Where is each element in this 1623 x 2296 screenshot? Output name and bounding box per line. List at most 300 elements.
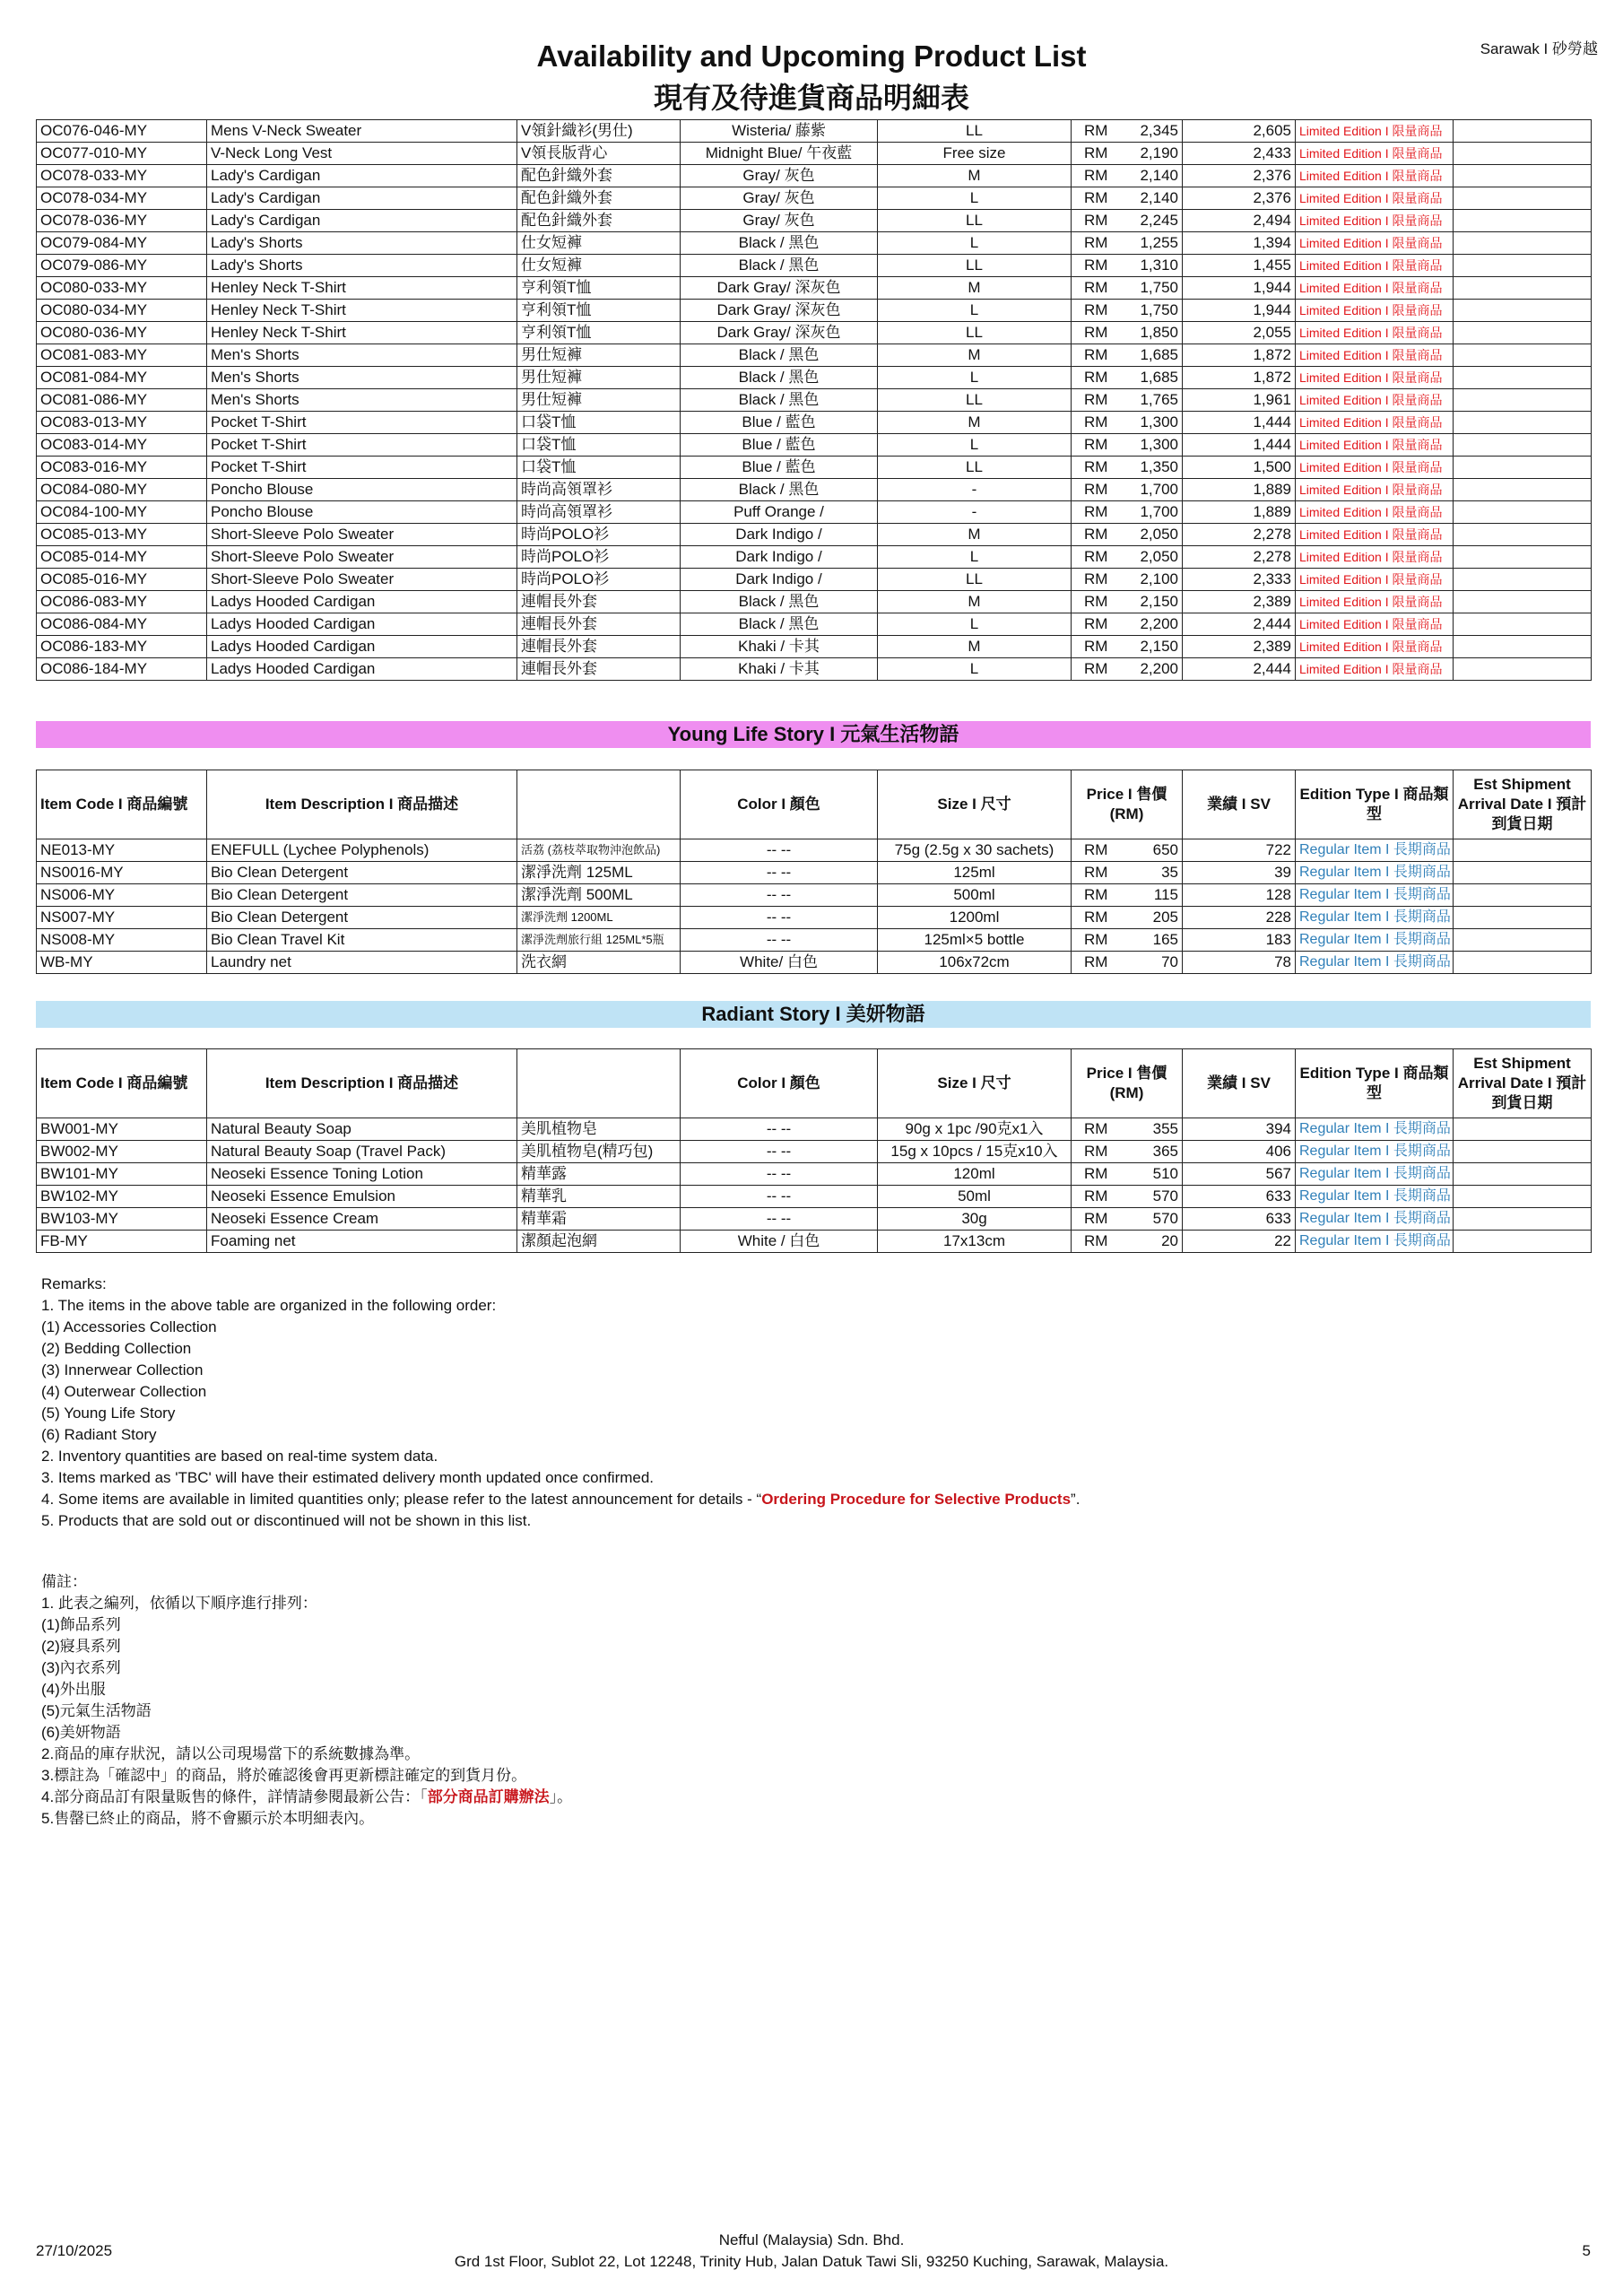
table-cell: Men's Shorts xyxy=(207,389,517,412)
table-cell xyxy=(1454,501,1592,524)
company-name: Nefful (Malaysia) Sdn. Bhd. xyxy=(718,2231,905,2248)
table-cell: RM xyxy=(1072,1141,1127,1163)
remark-line: 2. Inventory quantities are based on real-time system data. xyxy=(41,1448,438,1465)
table-cell: NS008-MY xyxy=(37,929,207,952)
table-cell: LL xyxy=(878,457,1072,479)
table-cell: 配色針織外套 xyxy=(517,165,681,187)
table-cell: RM xyxy=(1072,479,1127,501)
remark-line: Remarks: xyxy=(41,1275,107,1292)
table-cell: Limited Edition I 限量商品 xyxy=(1296,658,1454,681)
table-cell: Gray/ 灰色 xyxy=(681,187,878,210)
table-cell: 633 xyxy=(1183,1186,1296,1208)
table-cell: Limited Edition I 限量商品 xyxy=(1296,187,1454,210)
table-cell: Regular Item I 長期商品 xyxy=(1296,952,1454,974)
company-address: Grd 1st Floor, Sublot 22, Lot 12248, Trinity Hub, Jalan Datuk Tawi Sli, 93250 Kuching, Sarawak, Malaysia. xyxy=(454,2253,1169,2270)
table-row xyxy=(37,1118,1592,1141)
table-cell: OC083-013-MY xyxy=(37,412,207,434)
table-cell: M xyxy=(878,524,1072,546)
table-row xyxy=(37,862,1592,884)
table-cell: Short-Sleeve Polo Sweater xyxy=(207,546,517,569)
remark-line: (5)元氣生活物語 xyxy=(41,1702,152,1719)
table-cell: Bio Clean Detergent xyxy=(207,884,517,907)
table-cell xyxy=(1454,187,1592,210)
table-cell: 2,150 xyxy=(1127,591,1183,613)
col-header-desc: Item Description I 商品描述 xyxy=(207,1049,517,1118)
table-cell: Black / 黑色 xyxy=(681,591,878,613)
table-cell: RM xyxy=(1072,1186,1127,1208)
footer-company xyxy=(0,2230,1623,2273)
remark-line: (2) Bedding Collection xyxy=(41,1340,192,1357)
table-cell: Black / 黑色 xyxy=(681,479,878,501)
table-cell xyxy=(1454,1186,1592,1208)
col-header-shipment: Est Shipment Arrival Date I 預計到貨日期 xyxy=(1454,770,1592,839)
table-cell xyxy=(1454,210,1592,232)
remark-line: (1)飾品系列 xyxy=(41,1616,121,1633)
table-cell: - xyxy=(878,479,1072,501)
table-cell: 亨利領T恤 xyxy=(517,277,681,300)
table-cell: LL xyxy=(878,322,1072,344)
col-header-desc-zh xyxy=(517,1049,681,1118)
table-cell: OC081-086-MY xyxy=(37,389,207,412)
table-cell: RM xyxy=(1072,434,1127,457)
table-cell: OC081-083-MY xyxy=(37,344,207,367)
ordering-procedure-link[interactable]: Ordering Procedure for Selective Products xyxy=(761,1491,1072,1508)
table-cell: 2,605 xyxy=(1183,120,1296,143)
table-row xyxy=(37,412,1592,434)
table-cell: M xyxy=(878,412,1072,434)
table-row xyxy=(37,322,1592,344)
table-row xyxy=(37,210,1592,232)
col-header-code: Item Code I 商品編號 xyxy=(37,770,207,839)
table-cell xyxy=(1454,884,1592,907)
table-cell: 亨利領T恤 xyxy=(517,322,681,344)
table-cell: Ladys Hooded Cardigan xyxy=(207,591,517,613)
table-cell: RM xyxy=(1072,165,1127,187)
table-cell xyxy=(1454,1208,1592,1231)
col-header-color: Color I 顏色 xyxy=(681,770,878,839)
table-cell: RM xyxy=(1072,389,1127,412)
table-cell xyxy=(1454,1141,1592,1163)
table-cell: Regular Item I 長期商品 xyxy=(1296,907,1454,929)
table-cell: RM xyxy=(1072,344,1127,367)
table-cell: Regular Item I 長期商品 xyxy=(1296,1208,1454,1231)
table-row xyxy=(37,884,1592,907)
table-cell: 1,889 xyxy=(1183,501,1296,524)
table-cell: Black / 黑色 xyxy=(681,232,878,255)
table-cell: -- -- xyxy=(681,1186,878,1208)
table-row xyxy=(37,300,1592,322)
table-cell xyxy=(1454,367,1592,389)
col-header-size: Size I 尺寸 xyxy=(878,770,1072,839)
table-cell: Laundry net xyxy=(207,952,517,974)
table-cell xyxy=(1454,613,1592,636)
table-cell: M xyxy=(878,344,1072,367)
table-cell: LL xyxy=(878,255,1072,277)
table-cell: Short-Sleeve Polo Sweater xyxy=(207,524,517,546)
table-cell: -- -- xyxy=(681,1208,878,1231)
table-cell: FB-MY xyxy=(37,1231,207,1253)
table-cell: 2,345 xyxy=(1127,120,1183,143)
table-row xyxy=(37,367,1592,389)
table-cell: Ladys Hooded Cardigan xyxy=(207,613,517,636)
col-header-edition: Edition Type I 商品類型 xyxy=(1296,1049,1454,1118)
col-header-edition: Edition Type I 商品類型 xyxy=(1296,770,1454,839)
remark-line: (6) Radiant Story xyxy=(41,1426,157,1443)
table-cell: 70 xyxy=(1127,952,1183,974)
table-cell: 650 xyxy=(1127,839,1183,862)
table-cell: 1,961 xyxy=(1183,389,1296,412)
table-row xyxy=(37,120,1592,143)
table-cell: OC078-034-MY xyxy=(37,187,207,210)
table-cell: Limited Edition I 限量商品 xyxy=(1296,344,1454,367)
table-cell: 潔淨洗劑旅行組 125ML*5瓶 xyxy=(517,929,681,952)
table-cell: Regular Item I 長期商品 xyxy=(1296,1231,1454,1253)
table-row xyxy=(37,1186,1592,1208)
table-cell: 美肌植物皂 xyxy=(517,1118,681,1141)
table-cell: 精華露 xyxy=(517,1163,681,1186)
table-cell xyxy=(1454,344,1592,367)
table-row xyxy=(37,344,1592,367)
table-cell: 2,190 xyxy=(1127,143,1183,165)
table-cell: 633 xyxy=(1183,1208,1296,1231)
table-cell: RM xyxy=(1072,1118,1127,1141)
table-cell: Gray/ 灰色 xyxy=(681,210,878,232)
table-cell: Limited Edition I 限量商品 xyxy=(1296,120,1454,143)
table-cell: 1,750 xyxy=(1127,277,1183,300)
table-cell: BW002-MY xyxy=(37,1141,207,1163)
table-cell: Black / 黑色 xyxy=(681,389,878,412)
table-cell: 2,389 xyxy=(1183,636,1296,658)
table-cell: 2,150 xyxy=(1127,636,1183,658)
table-cell xyxy=(1454,143,1592,165)
table-cell: Men's Shorts xyxy=(207,344,517,367)
col-header-desc-zh xyxy=(517,770,681,839)
table-cell: 2,050 xyxy=(1127,546,1183,569)
table-cell: 75g (2.5g x 30 sachets) xyxy=(878,839,1072,862)
table-cell: L xyxy=(878,300,1072,322)
table-cell: LL xyxy=(878,569,1072,591)
table-cell: L xyxy=(878,232,1072,255)
table-cell: OC086-183-MY xyxy=(37,636,207,658)
table-cell: BW101-MY xyxy=(37,1163,207,1186)
table-cell: 亨利領T恤 xyxy=(517,300,681,322)
table-cell: Bio Clean Travel Kit xyxy=(207,929,517,952)
table-cell: 仕女短褲 xyxy=(517,232,681,255)
table-cell: Limited Edition I 限量商品 xyxy=(1296,232,1454,255)
table-cell: M xyxy=(878,165,1072,187)
table-cell: 570 xyxy=(1127,1208,1183,1231)
table-cell: V領針織衫(男仕) xyxy=(517,120,681,143)
table-row xyxy=(37,929,1592,952)
table-cell: Henley Neck T-Shirt xyxy=(207,322,517,344)
table-cell: 2,200 xyxy=(1127,613,1183,636)
table-cell: 1,872 xyxy=(1183,344,1296,367)
table-cell: 仕女短褲 xyxy=(517,255,681,277)
table-cell: Khaki / 卡其 xyxy=(681,658,878,681)
table-cell: -- -- xyxy=(681,862,878,884)
table-cell: 1,889 xyxy=(1183,479,1296,501)
table-cell: 2,200 xyxy=(1127,658,1183,681)
table-cell: L xyxy=(878,546,1072,569)
table-cell: RM xyxy=(1072,952,1127,974)
table-cell: 17x13cm xyxy=(878,1231,1072,1253)
table-cell: RM xyxy=(1072,367,1127,389)
table-cell: Henley Neck T-Shirt xyxy=(207,277,517,300)
table-cell: Neoseki Essence Emulsion xyxy=(207,1186,517,1208)
col-header-size: Size I 尺寸 xyxy=(878,1049,1072,1118)
remark-text: 4.部分商品訂有限量販售的條件，詳情請參閱最新公告：「 xyxy=(41,1788,428,1805)
table-cell: Dark Indigo / xyxy=(681,569,878,591)
table-cell: 2,050 xyxy=(1127,524,1183,546)
table-cell: RM xyxy=(1072,187,1127,210)
table-cell: BW001-MY xyxy=(37,1118,207,1141)
table-cell: Black / 黑色 xyxy=(681,367,878,389)
table-cell xyxy=(1454,1118,1592,1141)
table-cell: L xyxy=(878,613,1072,636)
table-cell: 2,140 xyxy=(1127,165,1183,187)
table-cell: OC080-036-MY xyxy=(37,322,207,344)
footer-date: 27/10/2025 xyxy=(36,2242,113,2259)
table-cell: Short-Sleeve Polo Sweater xyxy=(207,569,517,591)
table-cell: -- -- xyxy=(681,839,878,862)
table-cell: 406 xyxy=(1183,1141,1296,1163)
table-cell: OC086-083-MY xyxy=(37,591,207,613)
table-row xyxy=(37,232,1592,255)
table-cell: Regular Item I 長期商品 xyxy=(1296,884,1454,907)
table-cell: 1,685 xyxy=(1127,344,1183,367)
table-cell: Limited Edition I 限量商品 xyxy=(1296,546,1454,569)
table-cell: 時尚高領罩衫 xyxy=(517,501,681,524)
table-cell xyxy=(1454,300,1592,322)
table-cell: Limited Edition I 限量商品 xyxy=(1296,636,1454,658)
table-row xyxy=(37,1231,1592,1253)
table-cell: 1,255 xyxy=(1127,232,1183,255)
table-row xyxy=(37,952,1592,974)
table-cell xyxy=(1454,434,1592,457)
table-cell: Ladys Hooded Cardigan xyxy=(207,636,517,658)
table-cell: 1200ml xyxy=(878,907,1072,929)
page-title-en: Availability and Upcoming Product List xyxy=(536,39,1087,73)
table-cell: Dark Gray/ 深灰色 xyxy=(681,300,878,322)
table-row xyxy=(37,501,1592,524)
table-cell: RM xyxy=(1072,524,1127,546)
table-cell: 125ml xyxy=(878,862,1072,884)
table-cell: OC083-014-MY xyxy=(37,434,207,457)
table-cell: -- -- xyxy=(681,1118,878,1141)
table-cell: Khaki / 卡其 xyxy=(681,636,878,658)
table-cell: V領長版背心 xyxy=(517,143,681,165)
table-cell: 潔淨洗劑 500ML xyxy=(517,884,681,907)
remark-line: 1. 此表之編列，依循以下順序進行排列： xyxy=(41,1595,317,1612)
table-cell: 2,376 xyxy=(1183,187,1296,210)
table-cell: Pocket T-Shirt xyxy=(207,457,517,479)
table-cell: Free size xyxy=(878,143,1072,165)
table-cell: 連帽長外套 xyxy=(517,591,681,613)
table-cell: 722 xyxy=(1183,839,1296,862)
table-cell: RM xyxy=(1072,501,1127,524)
col-header-price: Price I 售價 (RM) xyxy=(1072,770,1183,839)
remark-line: (3) Innerwear Collection xyxy=(41,1361,204,1378)
remark-line: 備註： xyxy=(41,1573,87,1590)
table-cell: RM xyxy=(1072,1163,1127,1186)
table-row xyxy=(37,389,1592,412)
table-cell: RM xyxy=(1072,255,1127,277)
table-row xyxy=(37,636,1592,658)
table-cell: Lady's Cardigan xyxy=(207,187,517,210)
table-cell: 2,444 xyxy=(1183,613,1296,636)
table-cell: RM xyxy=(1072,143,1127,165)
col-header-price: Price I 售價 (RM) xyxy=(1072,1049,1183,1118)
table-cell: 1,944 xyxy=(1183,300,1296,322)
table-cell xyxy=(1454,232,1592,255)
table-cell: Midnight Blue/ 午夜藍 xyxy=(681,143,878,165)
table-row xyxy=(37,1208,1592,1231)
table-cell: Regular Item I 長期商品 xyxy=(1296,1141,1454,1163)
col-header-shipment: Est Shipment Arrival Date I 預計到貨日期 xyxy=(1454,1049,1592,1118)
table-cell: 時尚POLO衫 xyxy=(517,546,681,569)
table-cell xyxy=(1454,929,1592,952)
remark-line: (4) Outerwear Collection xyxy=(41,1383,207,1400)
table-cell: 128 xyxy=(1183,884,1296,907)
table-cell: RM xyxy=(1072,412,1127,434)
table-cell: OC079-086-MY xyxy=(37,255,207,277)
table-cell xyxy=(1454,569,1592,591)
table-cell: Regular Item I 長期商品 xyxy=(1296,1186,1454,1208)
remark-line: (4)外出服 xyxy=(41,1681,106,1698)
table-cell: OC079-084-MY xyxy=(37,232,207,255)
table-cell xyxy=(1454,839,1592,862)
table-row xyxy=(37,591,1592,613)
table-cell: Blue / 藍色 xyxy=(681,412,878,434)
remark-line: 1. The items in the above table are organized in the following order: xyxy=(41,1297,497,1314)
table-cell: RM xyxy=(1072,277,1127,300)
table-row xyxy=(37,613,1592,636)
table-cell: 2,494 xyxy=(1183,210,1296,232)
table-cell: Blue / 藍色 xyxy=(681,434,878,457)
table-cell: 1,872 xyxy=(1183,367,1296,389)
table-cell: 120ml xyxy=(878,1163,1072,1186)
table-cell: 22 xyxy=(1183,1231,1296,1253)
page-title-zh: 現有及待進貨商品明細表 xyxy=(653,82,969,114)
table-cell: 2,055 xyxy=(1183,322,1296,344)
table-cell: 355 xyxy=(1127,1118,1183,1141)
table-cell: 20 xyxy=(1127,1231,1183,1253)
table-cell: 時尚POLO衫 xyxy=(517,524,681,546)
table-cell: 潔淨洗劑 1200ML xyxy=(517,907,681,929)
table-cell: OC085-014-MY xyxy=(37,546,207,569)
remark-line: (6)美妍物語 xyxy=(41,1724,121,1741)
radiant-table xyxy=(36,1048,1592,1253)
table-cell: Puff Orange / xyxy=(681,501,878,524)
remark-line: (2)寢具系列 xyxy=(41,1638,121,1655)
table-cell: Men's Shorts xyxy=(207,367,517,389)
table-cell: Bio Clean Detergent xyxy=(207,862,517,884)
table-cell: OC083-016-MY xyxy=(37,457,207,479)
table-cell: Dark Indigo / xyxy=(681,524,878,546)
table-row xyxy=(37,457,1592,479)
table-cell: White / 白色 xyxy=(681,1231,878,1253)
table-cell: 2,444 xyxy=(1183,658,1296,681)
table-cell: Pocket T-Shirt xyxy=(207,434,517,457)
col-header-code: Item Code I 商品編號 xyxy=(37,1049,207,1118)
table-cell: 配色針織外套 xyxy=(517,210,681,232)
table-cell xyxy=(1454,1163,1592,1186)
table-cell: 2,245 xyxy=(1127,210,1183,232)
table-cell: 500ml xyxy=(878,884,1072,907)
table-cell: 2,278 xyxy=(1183,524,1296,546)
ordering-procedure-link-zh[interactable]: 部分商品訂購辦法 xyxy=(427,1788,550,1805)
table-cell xyxy=(1454,524,1592,546)
table-cell: 1,944 xyxy=(1183,277,1296,300)
table-cell: -- -- xyxy=(681,929,878,952)
table-cell: OC076-046-MY xyxy=(37,120,207,143)
table-cell: Limited Edition I 限量商品 xyxy=(1296,277,1454,300)
table-cell: -- -- xyxy=(681,884,878,907)
table-cell: 1,500 xyxy=(1183,457,1296,479)
table-cell: 連帽長外套 xyxy=(517,658,681,681)
remark-line: 2.商品的庫存狀況，請以公司現場當下的系統數據為準。 xyxy=(41,1745,421,1762)
table-cell: 510 xyxy=(1127,1163,1183,1186)
table-cell: 394 xyxy=(1183,1118,1296,1141)
table-cell: Natural Beauty Soap xyxy=(207,1118,517,1141)
col-header-sv: 業績 I SV xyxy=(1183,770,1296,839)
table-cell: Limited Edition I 限量商品 xyxy=(1296,165,1454,187)
table-cell: OC081-084-MY xyxy=(37,367,207,389)
table-cell: 時尚高領罩衫 xyxy=(517,479,681,501)
table-cell: Regular Item I 長期商品 xyxy=(1296,1118,1454,1141)
remark-line: (5) Young Life Story xyxy=(41,1405,176,1422)
table-cell: Bio Clean Detergent xyxy=(207,907,517,929)
table-cell xyxy=(1454,255,1592,277)
table-cell: 1,300 xyxy=(1127,434,1183,457)
table-cell xyxy=(1454,412,1592,434)
table-cell xyxy=(1454,322,1592,344)
table-cell: Dark Indigo / xyxy=(681,546,878,569)
table-cell: Pocket T-Shirt xyxy=(207,412,517,434)
table-cell: RM xyxy=(1072,120,1127,143)
table-cell: 2,140 xyxy=(1127,187,1183,210)
table-cell xyxy=(1454,636,1592,658)
table-cell: Blue / 藍色 xyxy=(681,457,878,479)
table-row xyxy=(37,165,1592,187)
table-cell: -- -- xyxy=(681,907,878,929)
remark-line xyxy=(41,1787,572,1808)
table-cell: -- -- xyxy=(681,1141,878,1163)
table-cell: Limited Edition I 限量商品 xyxy=(1296,367,1454,389)
table-cell xyxy=(1454,952,1592,974)
table-row xyxy=(37,546,1592,569)
table-cell: 165 xyxy=(1127,929,1183,952)
table-cell: OC086-084-MY xyxy=(37,613,207,636)
table-cell: NS0016-MY xyxy=(37,862,207,884)
table-cell: 口袋T恤 xyxy=(517,412,681,434)
table-cell: 2,333 xyxy=(1183,569,1296,591)
table-cell: Limited Edition I 限量商品 xyxy=(1296,591,1454,613)
table-cell: 106x72cm xyxy=(878,952,1072,974)
table-cell: Henley Neck T-Shirt xyxy=(207,300,517,322)
table-cell: Neoseki Essence Toning Lotion xyxy=(207,1163,517,1186)
section-band-radiant: Radiant Story I 美妍物語 xyxy=(36,1001,1591,1028)
table-cell: Lady's Cardigan xyxy=(207,165,517,187)
table-cell xyxy=(1454,591,1592,613)
table-cell: RM xyxy=(1072,658,1127,681)
table-cell: 1,394 xyxy=(1183,232,1296,255)
remark-line: (3)內衣系列 xyxy=(41,1659,121,1676)
table-cell: 570 xyxy=(1127,1186,1183,1208)
table-cell: 205 xyxy=(1127,907,1183,929)
remark-line: 3. Items marked as 'TBC' will have their estimated delivery month updated once confirmed. xyxy=(41,1469,655,1486)
table-cell: M xyxy=(878,636,1072,658)
